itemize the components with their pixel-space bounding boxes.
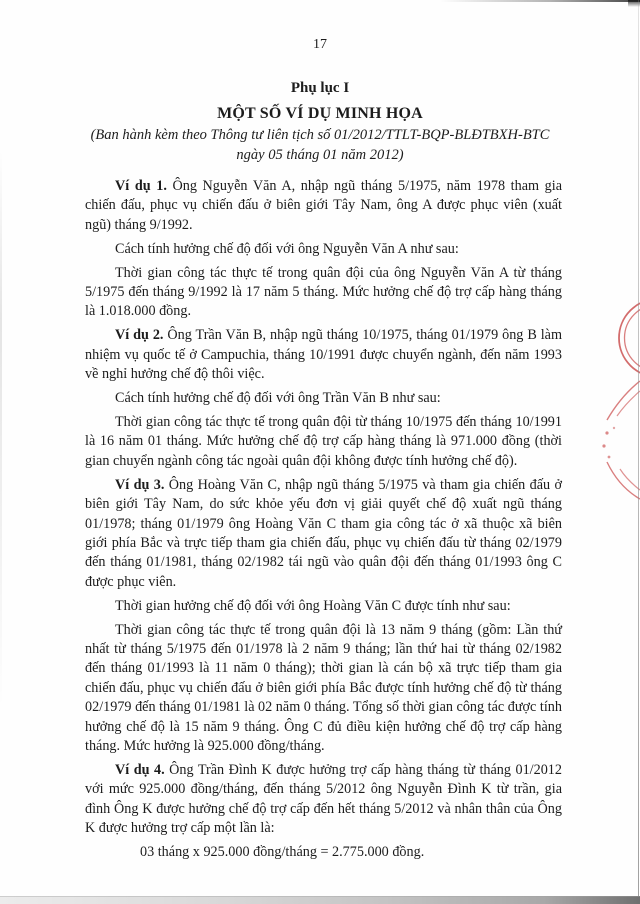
body-paragraph: Thời gian hưởng chế độ đối với ông Hoàng Văn C được tính như sau: [115,597,511,614]
body-paragraph: Cách tính hưởng chế độ đối với ông Trần Văn B như sau: [115,390,441,407]
scan-artifact-top-edge [440,0,640,2]
appendix-label: Phụ lục I [290,80,350,96]
example-paragraph: Ví dụ 4. Ông Trần Đình K được hưởng trợ cấp hàng tháng từ tháng 01/2012 với mức 925.000 đồng/tháng, đến tháng 5/2012 ông Nguyễn Đình K từ trần, gia đình Ông K được hưởng chế độ trợ cấp đến hết tháng 5/2012 và nhân thân của Ông K được hưởng trợ cấp một lần là: [85,761,562,837]
scan-artifact-left-edge [0,150,2,710]
official-stamp-fragment [602,288,640,513]
document-title: MỘT SỐ VÍ DỤ MINH HỌA [217,105,423,122]
body-paragraph: Thời gian công tác thực tế trong quân đội từ tháng 10/1975 đến tháng 10/1991 là 16 năm 01 tháng. Mức hưởng chế độ trợ cấp hàng tháng là 971.000 đồng (thời gian chuyển ngành công tác ngoài quân đội không được tính hưởng chế độ). [85,413,562,469]
document-subtitle-line2: ngày 05 tháng 01 năm 2012) [236,147,404,163]
example-label: Ví dụ 3. [115,476,169,493]
scan-artifact-right-edge [638,0,640,904]
body-paragraph: Thời gian công tác thực tế trong quân đội là 13 năm 9 tháng (gồm: Lần thứ nhất từ tháng 5/1975 đến 01/1978 là 2 năm 9 tháng; lần thứ hai từ tháng 02/1982 đến tháng 01/1993 là 11 năm 0 tháng); thời gian là cán bộ xã trực tiếp tham gia chiến đấu, phục vụ chiến đấu ở biên giới phía Bắc được tính hưởng chế độ từ tháng 02/1979 đến tháng 01/1981 là 02 năm 0 tháng. Tổng số thời gian công tác được tính hưởng chế độ là 15 năm 9 tháng. Ông C đủ điều kiện hưởng chế độ trợ cấp hàng tháng. Mức hưởng là 925.000 đồng/tháng. [85,621,562,754]
example-label: Ví dụ 1. [115,178,173,194]
scan-artifact-bottom-edge [0,896,640,904]
document-subtitle-line1: (Ban hành kèm theo Thông tư liên tịch số 01/2012/TTLT-BQP-BLĐTBXH-BTC [90,127,550,143]
page-number: 17 [313,37,327,52]
example-paragraph: Ví dụ 2. Ông Trần Văn B, nhập ngũ tháng 10/1975, tháng 01/1979 ông B làm nhiệm vụ quốc tế ở Campuchia, tháng 10/1991 được chuyển ngành, đến năm 1993 về nghỉ hưởng chế độ thôi việc. [85,327,562,383]
red-seal-icon [602,288,640,513]
example-label: Ví dụ 4. [115,761,170,778]
example-label: Ví dụ 2. [115,327,168,344]
body-paragraph: Cách tính hưởng chế độ đối với ông Nguyễn Văn A như sau: [115,240,459,257]
document-body [85,177,562,862]
formula-line: 03 tháng x 925.000 đồng/tháng = 2.775.000 đồng. [140,844,425,860]
example-paragraph: Ví dụ 1. Ông Nguyễn Văn A, nhập ngũ tháng 5/1975, năm 1978 tham gia chiến đấu, phục vụ chiến đấu ở biên giới Tây Nam, ông A được phục viên (xuất ngũ) tháng 9/1992. [85,178,562,233]
body-paragraph: Thời gian công tác thực tế trong quân đội của ông Nguyễn Văn A từ tháng 5/1975 đến tháng 9/1992 là 17 năm 5 tháng. Mức hưởng chế độ trợ cấp hàng tháng là 1.018.000 đồng. [85,264,562,320]
example-paragraph: Ví dụ 3. Ông Hoàng Văn C, nhập ngũ tháng 5/1975 và tham gia chiến đấu ở biên giới Tây Nam, do sức khỏe yếu đơn vị giải quyết chế độ xuất ngũ tháng 01/1978; tháng 01/1979 ông Hoàng Văn C tham gia công tác ở xã thuộc xã biên giới phía Bắc và trực tiếp tham gia chiến đấu, phục vụ chiến đấu từ tháng 02/1979 đến tháng 01/1981, tháng 02/1982 tái ngũ vào quân đội đến tháng 01/1993 ông C được phục viên. [85,476,562,590]
